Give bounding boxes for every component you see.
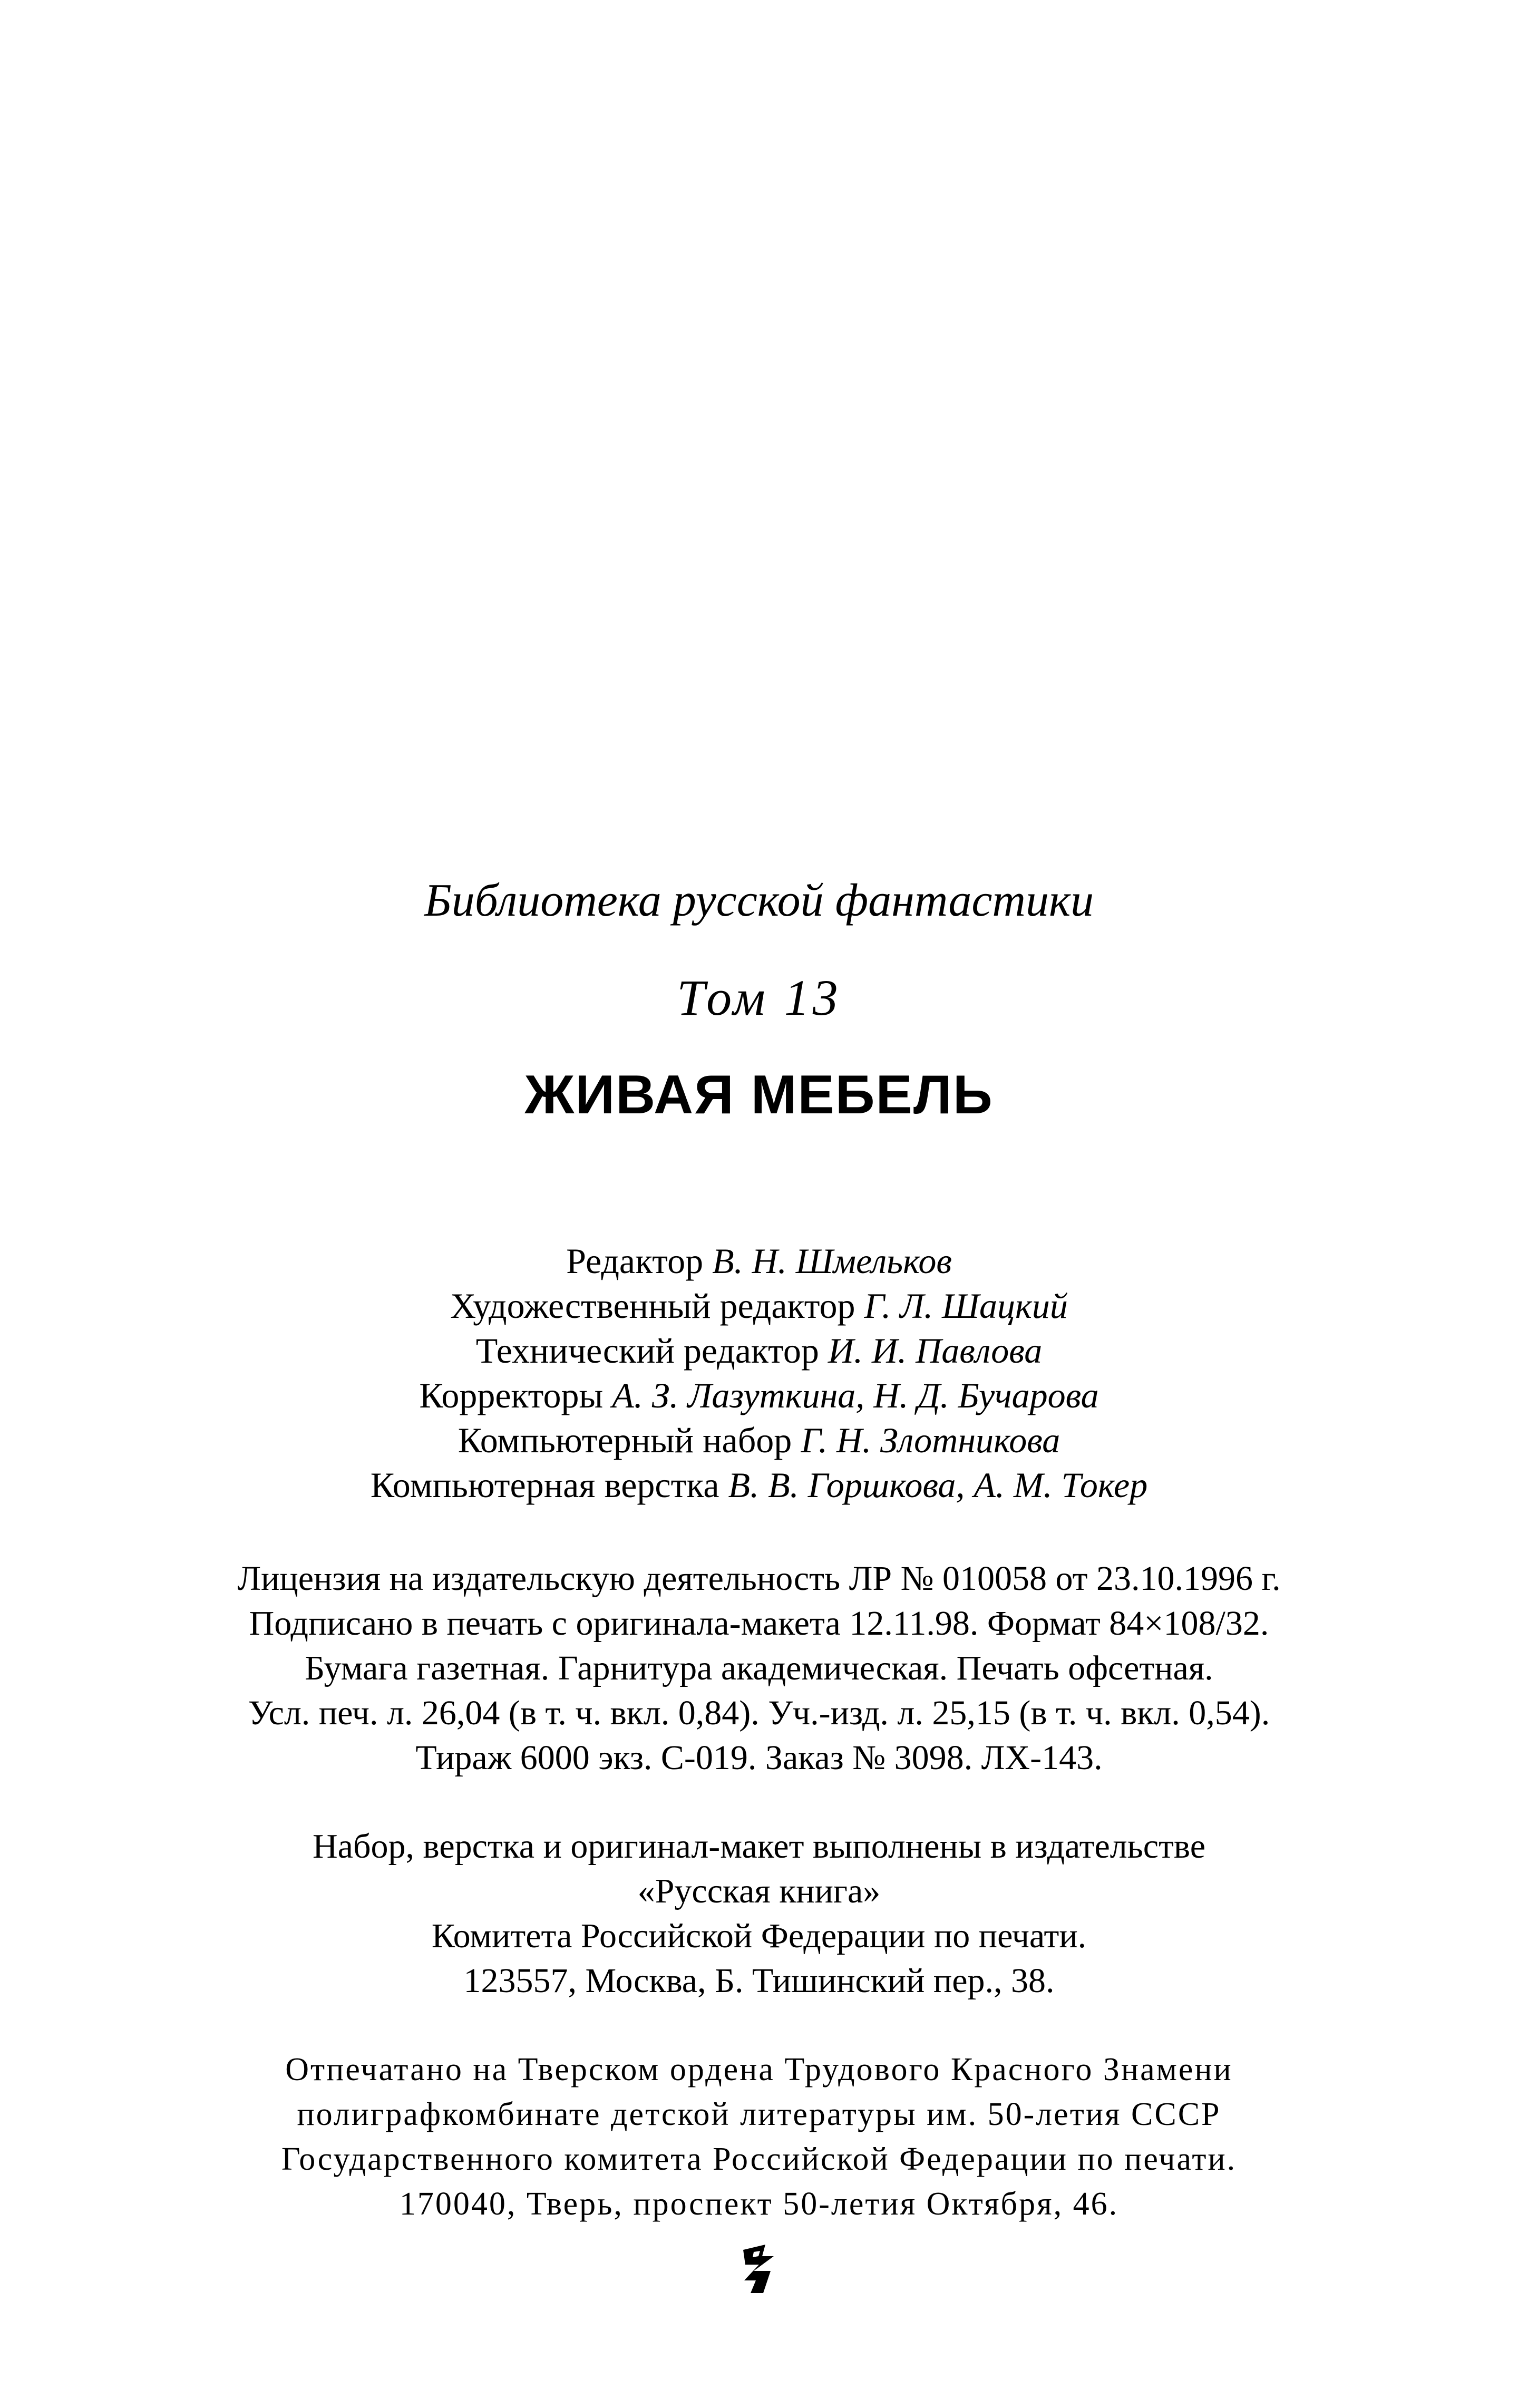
typesetting-line: Набор, верстка и оригинал-макет выполнены в издательстве xyxy=(313,1827,1205,1866)
credit-names: В. Н. Шмельков xyxy=(712,1241,952,1281)
imprint-line: Бумага газетная. Гарнитура академическая. Печать офсетная. xyxy=(305,1649,1213,1687)
printer-line: полиграфкомбинате детской литературы им. 50-летия СССР xyxy=(297,2096,1221,2132)
imprint-line: Подписано в печать с оригинала-макета 12.11.98. Формат 84×108/32. xyxy=(249,1604,1269,1643)
publisher-logo-icon xyxy=(733,2240,785,2298)
credit-role: Компьютерный набор xyxy=(458,1420,792,1460)
credit-names: А. З. Лазуткина, Н. Д. Бучарова xyxy=(612,1375,1099,1415)
credit-line-proofreaders xyxy=(0,1377,1518,1413)
typesetting-line: «Русская книга» xyxy=(637,1872,881,1910)
credit-line-layout xyxy=(0,1467,1518,1503)
credit-role: Художественный редактор xyxy=(450,1286,855,1326)
book-title: ЖИВАЯ МЕБЕЛЬ xyxy=(524,1064,994,1125)
credit-role: Редактор xyxy=(566,1241,704,1281)
credit-line-art-editor xyxy=(0,1288,1518,1324)
credit-names: Г. Л. Шацкий xyxy=(864,1286,1068,1326)
credit-names: Г. Н. Злотникова xyxy=(801,1420,1060,1460)
printer-line: Отпечатано на Тверском ордена Трудового Красного Знамени xyxy=(285,2052,1233,2087)
credit-role: Технический редактор xyxy=(475,1331,819,1371)
volume-number: Том 13 xyxy=(677,969,841,1026)
credit-names: В. В. Горшкова, А. М. Токер xyxy=(728,1465,1148,1505)
credit-role: Компьютерная верстка xyxy=(370,1465,719,1505)
imprint-line: Тираж 6000 экз. С-019. Заказ № 3098. ЛХ-143. xyxy=(415,1739,1103,1777)
credit-line-typesetting xyxy=(0,1422,1518,1458)
credit-line-editor xyxy=(0,1243,1518,1279)
imprint-line: Усл. печ. л. 26,04 (в т. ч. вкл. 0,84). Уч.-изд. л. 25,15 (в т. ч. вкл. 0,54). xyxy=(248,1694,1270,1732)
credit-role: Корректоры xyxy=(419,1375,604,1415)
typesetting-line: 123557, Москва, Б. Тишинский пер., 38. xyxy=(463,1962,1055,2000)
printer-line: Государственного комитета Российской Федерации по печати. xyxy=(281,2141,1237,2177)
series-title: Библиотека русской фантастики xyxy=(424,875,1094,926)
printer-line: 170040, Тверь, проспект 50-летия Октября, 46. xyxy=(399,2186,1119,2222)
credit-names: И. И. Павлова xyxy=(828,1331,1043,1371)
typesetting-line: Комитета Российской Федерации по печати. xyxy=(431,1917,1087,1955)
imprint-line: Лицензия на издательскую деятельность ЛР № 010058 от 23.10.1996 г. xyxy=(237,1559,1281,1598)
credit-line-tech-editor xyxy=(0,1331,1518,1371)
